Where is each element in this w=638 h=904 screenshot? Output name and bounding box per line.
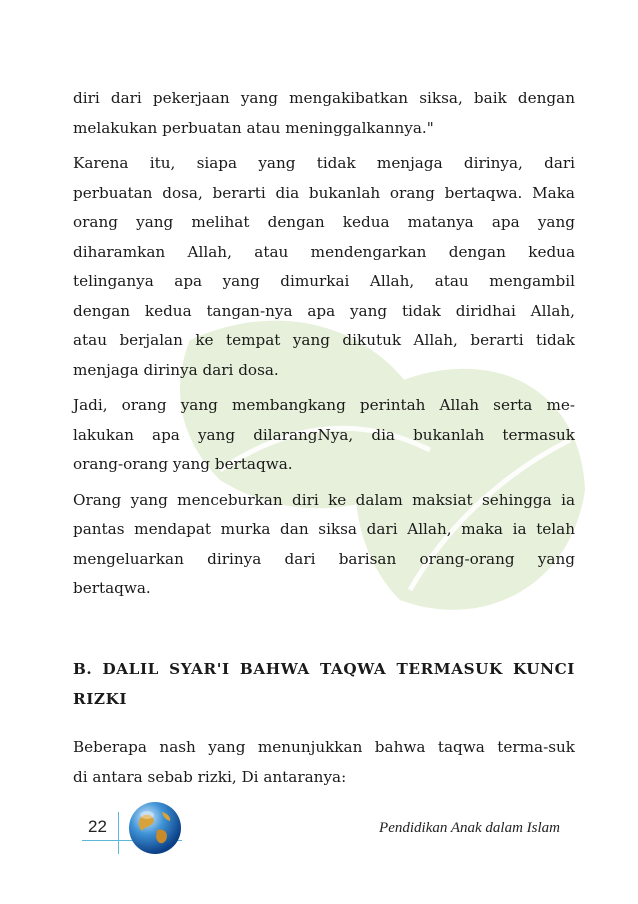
paragraph-4 [73, 486, 575, 604]
text-line: perbuatan dosa, berarti dia bukanlah orang bertaqwa. Maka [73, 183, 575, 202]
globe-icon [127, 800, 183, 856]
text-line: Jadi, orang yang membangkang perintah Allah serta me- [73, 396, 575, 414]
text-line: melakukan perbuatan atau meninggalkannya." [73, 118, 434, 137]
section-heading [73, 655, 575, 714]
text-line: Orang yang menceburkan diri ke dalam maksiat sehingga ia [73, 490, 575, 509]
paragraph-3 [73, 391, 575, 480]
heading-line: RIZKI [73, 689, 128, 708]
paragraph-5 [73, 733, 575, 792]
text-line: di antara sebab rizki, Di antaranya: [73, 767, 347, 786]
text-line: diharamkan Allah, atau mendengarkan dengan kedua [73, 242, 575, 261]
text-line: diri dari pekerjaan yang mengakibatkan siksa, baik dengan [73, 89, 575, 107]
text-line: Beberapa nash yang menunjukkan bahwa taqwa terma-suk [73, 738, 575, 756]
paragraph-1 [73, 84, 575, 143]
footer-divider-vertical [118, 812, 119, 854]
page-number: 22 [88, 817, 107, 836]
text-line: atau berjalan ke tempat yang dikutuk Allah, berarti tidak [73, 331, 575, 349]
heading-line: B. DALIL SYAR'I BAHWA TAQWA TERMASUK KUNCI [73, 660, 575, 678]
text-line: mengeluarkan dirinya dari barisan orang-orang yang [73, 549, 575, 568]
text-line: lakukan apa yang dilarangNya, dia bukanlah termasuk [73, 425, 575, 444]
book-title: Pendidikan Anak dalam Islam [379, 820, 560, 836]
text-line: orang yang melihat dengan kedua matanya apa yang [73, 213, 575, 231]
text-line: Karena itu, siapa yang tidak menjaga dirinya, dari [73, 154, 575, 172]
text-line: dengan kedua tangan-nya apa yang tidak diridhai Allah, [73, 301, 575, 320]
paragraph-2 [73, 149, 575, 385]
text-line: telinganya apa yang dimurkai Allah, atau mengambil [73, 272, 575, 290]
body-text [73, 84, 575, 610]
text-line: bertaqwa. [73, 579, 151, 597]
text-line: orang-orang yang bertaqwa. [73, 455, 293, 473]
text-line: menjaga dirinya dari dosa. [73, 360, 279, 379]
text-line: pantas mendapat murka dan siksa dari Allah, maka ia telah [73, 520, 575, 538]
